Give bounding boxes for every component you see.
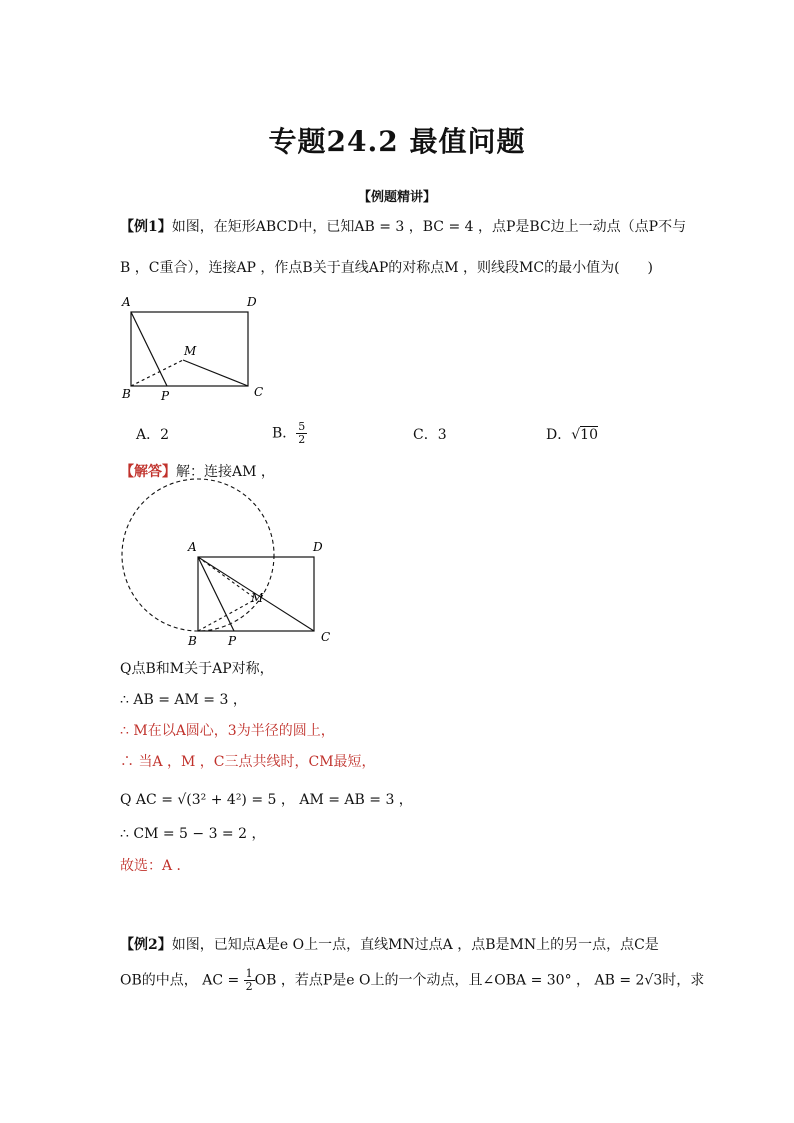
fraction-denominator-2: 2 <box>245 980 253 993</box>
segment-mc <box>183 360 248 386</box>
example1-text1: 如图，在矩形ABCD中，已知AB = 3 ，BC = 4 ，点P是BC边上一动点（点P不与 <box>171 219 687 235</box>
fraction-denominator: 2 <box>298 433 306 446</box>
solution-step-6: ∴ CM = 5 − 3 = 2 ， <box>120 826 266 842</box>
example2-line1 <box>120 934 659 954</box>
example2-text2b: OB ，若点P是e O上的一个动点，且∠OBA = 30° ， AB = 2√3时，求 <box>254 972 705 989</box>
page-title: 专题24.2 最值问题 <box>268 125 526 158</box>
example2-fraction <box>244 968 255 993</box>
label-b: B <box>122 387 131 401</box>
solution-answer: 故选：A ． <box>120 858 191 874</box>
solution-step-3: ∴ M在以A圆心，3为半径的圆上， <box>120 723 335 739</box>
label-c: C <box>254 385 264 399</box>
label-d-2: D <box>313 540 323 554</box>
option-b-prefix: B． <box>272 425 297 442</box>
option-b-fraction <box>296 421 307 446</box>
option-b[interactable] <box>272 421 307 446</box>
solution-step-1: Q点B和M关于AP对称， <box>120 661 274 677</box>
fraction-numerator: 5 <box>298 420 306 433</box>
solution-step-5: Q AC = √(3² + 4²) = 5 ， AM = AB = 3 ， <box>120 792 413 808</box>
label-p: P <box>161 389 170 403</box>
label-m-2: M <box>251 591 264 605</box>
label-a-2: A <box>188 540 197 554</box>
label-a: A <box>122 295 131 309</box>
section-heading: 【例题精讲】 <box>357 190 436 205</box>
option-d-radicand: 10 <box>580 427 598 443</box>
sqrt-icon: √ <box>571 427 581 443</box>
example2-label: 【例2】 <box>120 937 172 953</box>
example1-label: 【例1】 <box>120 219 172 235</box>
example2-text2a: OB的中点， AC = <box>120 972 244 989</box>
segment-am <box>198 557 256 599</box>
option-d[interactable] <box>546 424 598 444</box>
label-c-2: C <box>321 630 331 644</box>
label-d: D <box>247 295 257 309</box>
solution-step-4: ∴ 当A ，M ，C三点共线时，CM最短， <box>120 754 376 770</box>
solution-step-2: ∴ AB = AM = 3 ， <box>120 692 247 708</box>
segment-bm <box>131 360 183 386</box>
label-b-2: B <box>188 634 197 648</box>
solution-intro: 解：连接AM ， <box>176 464 275 480</box>
label-m: M <box>184 344 197 358</box>
example1-line1 <box>120 216 686 236</box>
label-p-2: P <box>228 634 237 648</box>
example1-line2: B ，C重合），连接AP ，作点B关于直线AP的对称点M ，则线段MC的最小值为( ) <box>120 260 654 276</box>
option-d-prefix: D． <box>546 427 572 443</box>
example2-line2 <box>120 968 704 993</box>
solution-label: 【解答】 <box>120 464 176 480</box>
option-a[interactable]: A．2 <box>136 427 170 443</box>
segment-ap <box>131 312 167 386</box>
example2-text1: 如图，已知点A是e O上一点，直线MN过点A ，点B是MN上的另一点，点C是 <box>171 937 659 953</box>
option-c[interactable]: C．3 <box>413 427 447 443</box>
segment-bm-2 <box>198 599 256 631</box>
example1-figure <box>110 292 280 404</box>
fraction-numerator-2: 1 <box>245 967 253 980</box>
solution-figure <box>110 478 340 650</box>
